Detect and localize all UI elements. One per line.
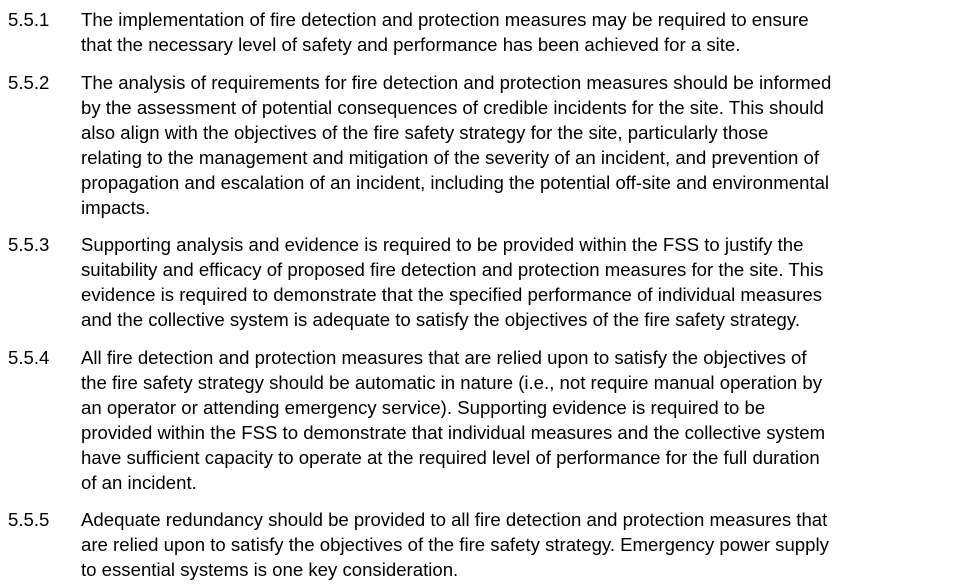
text-line: provided within the FSS to demonstrate that individual measures and the collective system <box>81 421 826 443</box>
clause-text <box>81 345 963 495</box>
text-line: suitability and efficacy of proposed fire detection and protection measures for the site. This <box>81 259 824 280</box>
text-line: propagation and escalation of an incident, including the potential off-site and environmental <box>81 171 830 193</box>
text-line: by the assessment of potential consequences of credible incidents for the site. This should <box>81 96 824 118</box>
clause-5-5-3 <box>8 232 976 332</box>
text-line: an operator or attending emergency service). Supporting evidence is required to be <box>81 396 766 418</box>
clause-5-5-2 <box>8 70 976 220</box>
text-line: All fire detection and protection measures that are relied upon to satisfy the objectives of <box>81 346 807 368</box>
text-line: have sufficient capacity to operate at the required level of performance for the full duration <box>81 446 820 468</box>
clause-5-5-4 <box>8 345 976 495</box>
text-line: impacts. <box>81 196 151 218</box>
clause-number: 5.5.3 <box>8 234 50 255</box>
clause-text <box>81 507 963 582</box>
clause-text <box>81 232 963 332</box>
clause-number: 5.5.5 <box>8 509 50 530</box>
clause-number: 5.5.1 <box>8 9 50 30</box>
text-line: also align with the objectives of the fire safety strategy for the site, particularly those <box>81 121 769 143</box>
text-line: are relied upon to satisfy the objectives of the fire safety strategy. Emergency power supply <box>81 534 829 555</box>
text-line: Supporting analysis and evidence is required to be provided within the FSS to justify the <box>81 234 804 255</box>
text-line: The implementation of fire detection and protection measures may be required to ensure <box>81 9 809 30</box>
clause-text <box>81 70 963 220</box>
clause-5-5-5 <box>8 507 976 582</box>
text-line: evidence is required to demonstrate that the specified performance of individual measures <box>81 284 823 305</box>
clause-text <box>81 7 963 57</box>
text-line: that the necessary level of safety and performance has been achieved for a site. <box>81 34 741 55</box>
text-line: relating to the management and mitigation of the severity of an incident, and prevention of <box>81 146 820 168</box>
text-line: and the collective system is adequate to satisfy the objectives of the fire safety strategy. <box>81 309 800 330</box>
clause-number: 5.5.2 <box>8 71 50 93</box>
clause-number: 5.5.4 <box>8 346 50 368</box>
text-line: Adequate redundancy should be provided to all fire detection and protection measures that <box>81 509 828 530</box>
text-line: of an incident. <box>81 471 197 493</box>
text-line: The analysis of requirements for fire detection and protection measures should be informed <box>81 71 832 93</box>
text-line: to essential systems is one key consideration. <box>81 559 459 580</box>
text-line: the fire safety strategy should be automatic in nature (i.e., not require manual operation by <box>81 371 823 393</box>
clause-5-5-1 <box>8 7 976 57</box>
